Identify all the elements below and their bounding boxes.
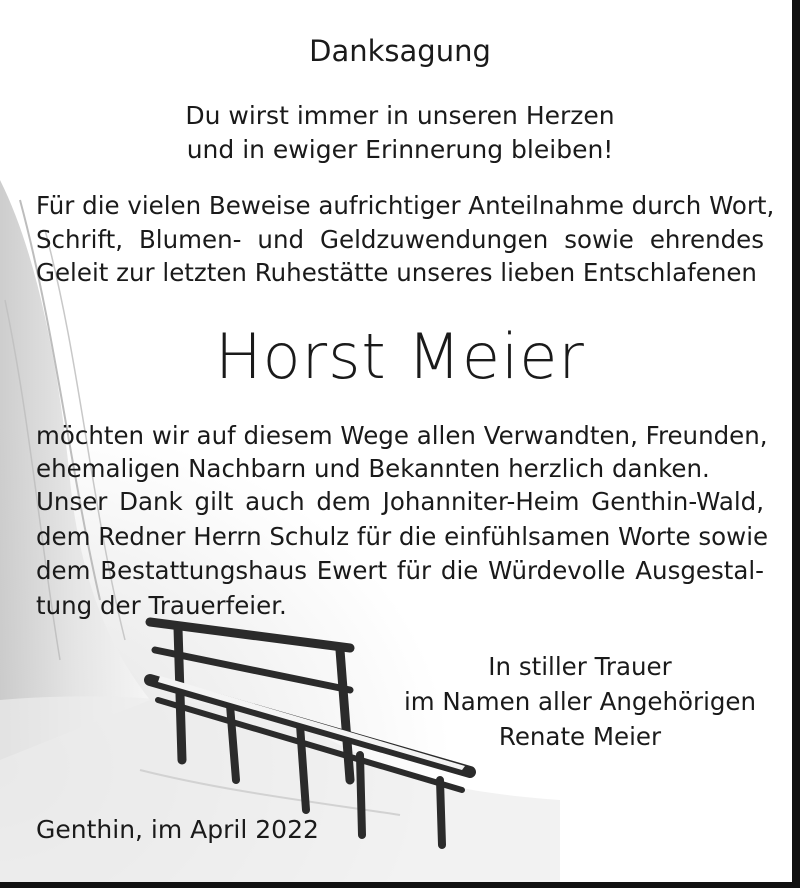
signature-line: im Namen aller Angehörigen xyxy=(403,687,757,716)
deceased-name: Horst Meier xyxy=(215,320,585,393)
place-date: Genthin, im April 2022 xyxy=(36,815,319,844)
heading-danksagung: Danksagung xyxy=(309,34,491,68)
intro-line: Schrift, Blumen- und Geldzuwendungen sowie ehrendes xyxy=(36,225,764,254)
motto-line: Du wirst immer in unseren Herzen xyxy=(185,101,615,130)
motto-line: und in ewiger Erinnerung bleiben! xyxy=(186,135,614,164)
signature-name: Renate Meier xyxy=(498,722,662,751)
thanks-line: möchten wir auf diesem Wege allen Verwandten, Freunden, xyxy=(36,421,768,450)
thanks-line: Unser Dank gilt auch dem Johanniter-Heim Genthin-Wald, xyxy=(36,487,764,516)
thanks-line: ehemaligen Nachbarn und Bekannten herzlich danken. xyxy=(36,454,710,483)
thanks-line: dem Redner Herrn Schulz für die einfühlsamen Worte sowie xyxy=(36,522,769,551)
thanks-line: tung der Trauerfeier. xyxy=(36,591,287,620)
intro-line: Für die vielen Beweise aufrichtiger Anteilnahme durch Wort, xyxy=(36,191,775,220)
thanks-line: dem Bestattungshaus Ewert für die Würdevolle Ausgestal- xyxy=(36,556,764,585)
intro-line: Geleit zur letzten Ruhestätte unseres lieben Entschlafenen xyxy=(36,258,757,287)
signature-line: In stiller Trauer xyxy=(488,652,672,681)
